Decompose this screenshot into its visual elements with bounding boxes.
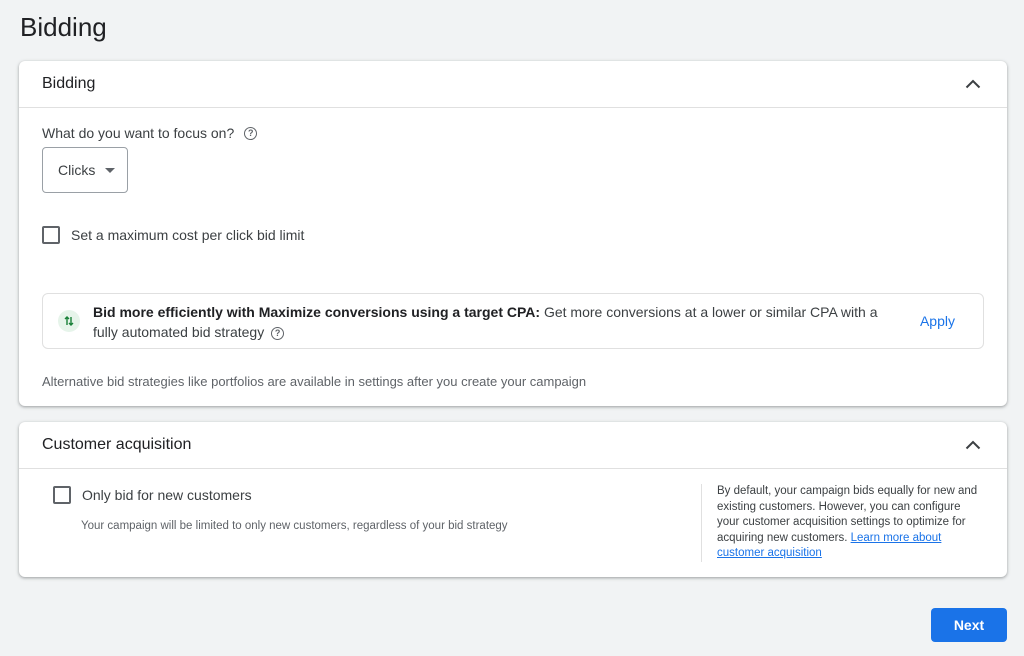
bidding-card-header[interactable] [19, 61, 1007, 108]
recommendation-box [42, 293, 984, 349]
max-cpc-label: Set a maximum cost per click bid limit [71, 227, 305, 243]
bidding-card-title: Bidding [42, 75, 96, 92]
info-text: By default, your campaign bids equally for new and existing customers. However, you can configure your customer acquisition settings to optimize for acquiring new customers. [717, 485, 978, 544]
customer-acquisition-info [717, 484, 982, 562]
bidding-card [19, 61, 1007, 406]
recommendation-body: Get more conversions at a lower or similar CPA with a fully automated bid strategy [93, 304, 878, 340]
focus-label: What do you want to focus on? [42, 125, 235, 141]
apply-button[interactable]: Apply [919, 313, 955, 329]
chevron-up-icon[interactable] [961, 72, 985, 96]
help-icon[interactable]: ? [244, 127, 257, 140]
customer-acquisition-header[interactable] [19, 422, 1007, 469]
trend-arrows-icon [58, 310, 80, 332]
alt-strategies-note: Alternative bid strategies like portfolios are available in settings after you create your campaign [42, 374, 587, 389]
new-customers-row[interactable] [53, 486, 252, 504]
customer-acquisition-title: Customer acquisition [42, 436, 192, 453]
customer-acquisition-card [19, 422, 1007, 577]
focus-select-value: Clicks [58, 162, 96, 178]
recommendation-bold: Bid more efficiently with Maximize conversions using a target CPA: [93, 304, 541, 320]
help-icon[interactable]: ? [271, 327, 284, 340]
page-title: Bidding [20, 12, 107, 42]
new-customers-subtext: Your campaign will be limited to only new customers, regardless of your bid strategy [81, 520, 508, 532]
recommendation-text [93, 302, 893, 342]
new-customers-label: Only bid for new customers [82, 487, 252, 503]
divider [701, 484, 702, 562]
max-cpc-row[interactable] [42, 226, 304, 244]
dropdown-arrow-icon [105, 168, 115, 173]
max-cpc-checkbox[interactable] [42, 226, 60, 244]
focus-select[interactable] [42, 147, 128, 193]
learn-more-link[interactable]: Learn more about customer acquisition [717, 531, 942, 559]
focus-question [42, 125, 257, 141]
next-button[interactable]: Next [931, 608, 1007, 642]
new-customers-checkbox[interactable] [53, 486, 71, 504]
chevron-up-icon[interactable] [961, 433, 985, 457]
